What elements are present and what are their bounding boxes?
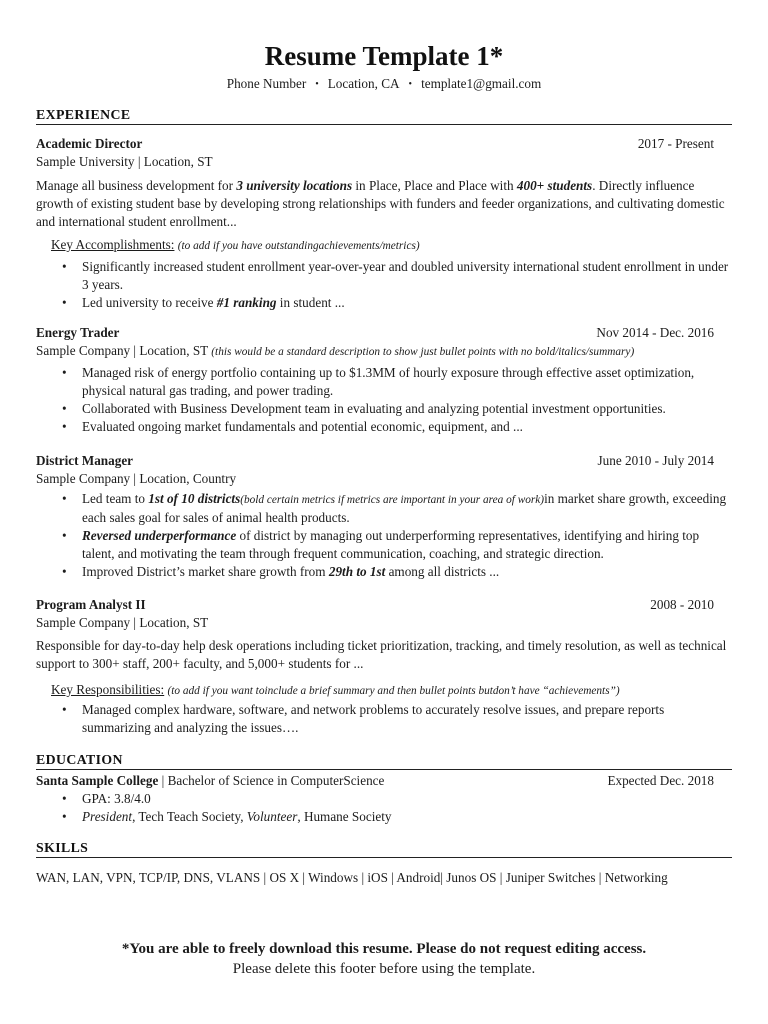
- contact-location: Location, CA: [327, 76, 400, 91]
- experience-entry: [36, 452, 732, 581]
- responsibility-list: [36, 364, 732, 436]
- school-name: Santa Sample College: [36, 773, 159, 788]
- bullet-text: of district by managing out underperforming representatives, identifying and hiring top talent, and motivating the team through frequent communication, coaching, and strategic direction.: [82, 528, 700, 561]
- job-organization: Sample University | Location, ST: [36, 154, 213, 169]
- accomplishment-list: [36, 258, 732, 312]
- summary-highlight: 400+ students: [516, 178, 593, 193]
- subheading-note: (to add if you want toinclude a brief summary and then bullet points butdon’t have “achievements”): [167, 685, 620, 697]
- contact-separator: •: [408, 79, 413, 90]
- skills-list: WAN, LAN, VPN, TCP/IP, DNS, VLANS | OS X | Windows | iOS | Android| Junos OS | Juniper Switches | Networking: [36, 870, 668, 885]
- bullet-text: , Tech Teach Society,: [132, 809, 247, 824]
- contact-phone: Phone Number: [226, 76, 307, 91]
- responsibility-list: [36, 701, 732, 737]
- bullet-highlight: 29th to 1st: [328, 564, 386, 579]
- organization-note: (this would be a standard description to show just bullet points with no bold/italics/summary): [211, 346, 635, 358]
- job-organization: Sample Company | Location, Country: [36, 471, 237, 486]
- list-item: [82, 808, 732, 826]
- bullet-highlight: #1 ranking: [216, 295, 277, 310]
- job-dates: 2008 - 2010: [650, 597, 714, 612]
- entry-header: [36, 135, 732, 153]
- education-dates: Expected Dec. 2018: [607, 773, 714, 788]
- bullet-text: Evaluated ongoing market fundamentals and potential economic, equipment, and ...: [82, 419, 523, 434]
- resume-title: Resume Template 1*: [264, 41, 504, 71]
- entry-header: [36, 596, 732, 614]
- bullet-text: among all districts ...: [385, 564, 500, 579]
- footer-notice: *You are able to freely download this resume. Please do not request editing access.: [121, 941, 647, 957]
- job-title: District Manager: [36, 453, 134, 468]
- job-dates: 2017 - Present: [637, 136, 714, 151]
- bullet-text: GPA: 3.8/4.0: [82, 791, 151, 806]
- footer-instruction: Please delete this footer before using the template.: [232, 961, 536, 977]
- bullet-text: Significantly increased student enrollment year-over-year and doubled university international student enrollment in under 3 years.: [82, 259, 729, 292]
- subheading-label: Key Responsibilities:: [51, 682, 165, 697]
- summary-highlight: 3 university locations: [236, 178, 353, 193]
- section-heading-education: EDUCATION: [36, 751, 732, 770]
- contact-email: template1@gmail.com: [421, 76, 542, 91]
- entry-header: [36, 452, 732, 470]
- list-item: [82, 418, 732, 436]
- bullet-text: Collaborated with Business Development team in evaluating and analyzing potential investment opportunities.: [82, 401, 666, 416]
- education-entry: [36, 772, 732, 826]
- role-italic: Volunteer: [246, 809, 298, 824]
- summary-text: in Place, Place and Place with: [352, 178, 517, 193]
- degree: | Bachelor of Science in ComputerScience: [158, 773, 385, 788]
- list-item: [82, 790, 732, 808]
- job-title: Academic Director: [36, 136, 143, 151]
- job-organization: Sample Company | Location, ST: [36, 615, 209, 630]
- job-dates: June 2010 - July 2014: [597, 453, 714, 468]
- list-item: [82, 701, 732, 737]
- experience-entry: [36, 324, 732, 436]
- responsibility-list: [36, 490, 732, 581]
- contact-separator: •: [315, 79, 319, 90]
- experience-entry: [36, 135, 732, 312]
- experience-entry: [36, 596, 732, 737]
- bullet-text: in student ...: [276, 295, 345, 310]
- role-italic: President: [82, 809, 133, 824]
- list-item: [82, 490, 732, 527]
- summary-text: Manage all business development for: [36, 178, 237, 193]
- section-heading-skills: SKILLS: [36, 839, 732, 858]
- bullet-text: Managed complex hardware, software, and network problems to accurately resolve issues, and prepare reports summarizing and analyzing the issues….: [82, 702, 665, 735]
- list-item: [82, 258, 732, 294]
- job-organization: Sample Company | Location, ST: [36, 343, 208, 358]
- subheading-note: (to add if you have outstandingachievements/metrics): [177, 240, 420, 252]
- bullet-text: Managed risk of energy portfolio containing up to $1.3MM of hourly exposure through effective asset optimization, physical natural gas trading, and power trading.: [82, 365, 695, 398]
- contact-line: [0, 75, 768, 94]
- bullet-text: Led team to: [82, 491, 149, 506]
- bullet-text: Led university to receive: [82, 295, 217, 310]
- bullet-text: , Humane Society: [297, 809, 392, 824]
- list-item: [82, 294, 732, 312]
- bullet-note: (bold certain metrics if metrics are important in your area of work): [240, 494, 545, 506]
- list-item: [82, 527, 732, 563]
- section-heading-experience: EXPERIENCE: [36, 106, 732, 125]
- key-accomplishments-heading: [36, 236, 732, 255]
- list-item: [82, 563, 732, 581]
- bullet-highlight: Reversed underperformance: [82, 528, 237, 543]
- summary-text: . Directly influence growth of existing student base by developing strong relationships with funders and feeder organizations, and cultivating domestic and international student enrollment...: [36, 178, 725, 229]
- subheading-label: Key Accomplishments:: [51, 237, 175, 252]
- job-dates: Nov 2014 - Dec. 2016: [596, 325, 714, 340]
- key-responsibilities-heading: [36, 681, 732, 700]
- entry-header: [36, 324, 732, 342]
- job-summary: [36, 637, 732, 673]
- bullet-highlight: 1st of 10 districts: [148, 491, 241, 506]
- education-list: [36, 790, 732, 826]
- job-title: Energy Trader: [36, 325, 120, 340]
- list-item: [82, 400, 732, 418]
- job-summary: [36, 177, 732, 231]
- education-header: [36, 772, 732, 790]
- job-organization-line: [36, 342, 732, 361]
- summary-text: Responsible for day-to-day help desk operations including ticket prioritization, tracking, and timely resolution, as well as technical support to 300+ staff, 200+ faculty, and 5,000+ students for ...: [36, 638, 727, 671]
- job-title: Program Analyst II: [36, 597, 146, 612]
- list-item: [82, 364, 732, 400]
- bullet-text: Improved District’s market share growth from: [82, 564, 329, 579]
- bullet-text: in market share growth, exceeding each sales goal for sales of animal health products.: [82, 491, 727, 525]
